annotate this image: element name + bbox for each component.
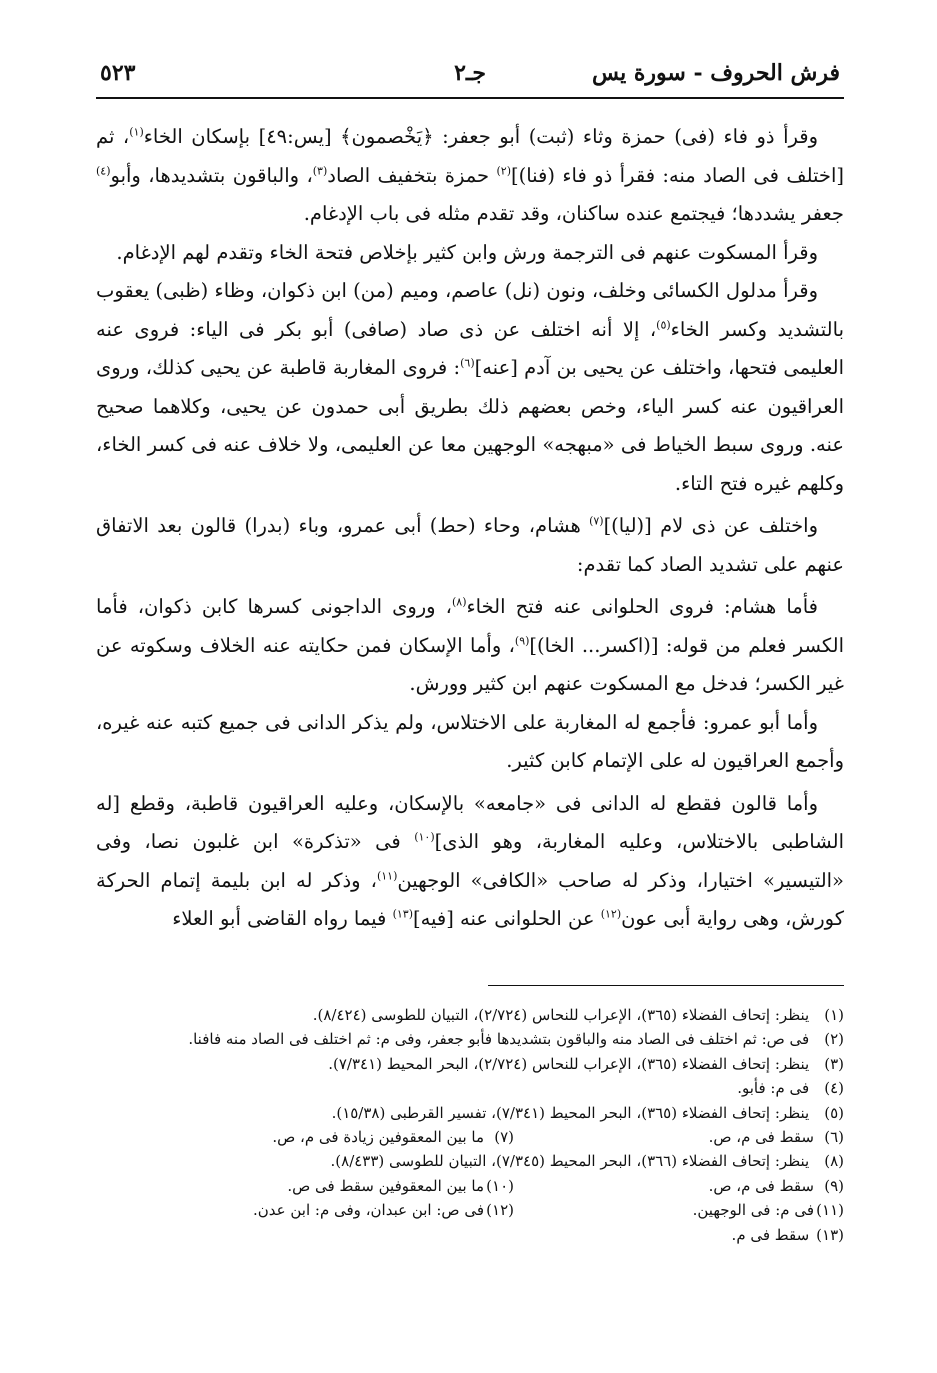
paragraph xyxy=(96,588,844,704)
footnote-text: ما بين المعقوفين سقط فى ص. xyxy=(287,1176,484,1195)
text-run: حمزة بتخفيف الصاد xyxy=(327,163,497,187)
header-volume: جـ٢ xyxy=(454,60,486,86)
footnote xyxy=(514,1174,844,1198)
footnote xyxy=(100,1149,844,1173)
footnote-number: (٧) xyxy=(494,1128,514,1147)
footnote-marker[interactable]: (١١) xyxy=(376,869,398,882)
footnote-marker[interactable]: (١٣) xyxy=(392,907,413,921)
footnote-text: ينظر: إتحاف الفضلاء (٣٦٥)، البحر المحيط (٧/٣٤١)، تفسير القرطبى (١٥/٣٨). xyxy=(331,1103,810,1122)
footnote xyxy=(514,1125,844,1149)
text-run: وقرأ المسكوت عنهم فى الترجمة ورش وابن كثير بإخلاص فتحة الخاء وتقدم لهم الإدغام. xyxy=(116,240,818,264)
footnote-number: (١) xyxy=(824,1006,844,1024)
footnote-text: سقط فى م. xyxy=(731,1225,810,1244)
text-run: وقرأ ذو فاء (فى) حمزة وثاء (ثبت) أبو جعفر: ﴿يَخْصمون﴾ [يس:٤٩] بإسكان الخاء xyxy=(143,125,818,148)
footnote-text: فى ص: ابن عبدان، وفى م: ابن عدن. xyxy=(253,1201,484,1220)
footnote-text: فى ص: ثم اختلف فى الصاد منه والباقون بتشديدها فأبو جعفر، وفى م: ثم اختلف فى الصاد منه فافنا. xyxy=(188,1030,810,1049)
footnote-number: (١١) xyxy=(816,1201,844,1220)
footnote-text: فى م: فأبو. xyxy=(737,1079,810,1098)
footnote-number: (٦) xyxy=(824,1128,844,1147)
footnote-marker[interactable]: (٦) xyxy=(460,356,475,370)
footnote-marker[interactable]: (١٠) xyxy=(414,830,435,844)
paragraph xyxy=(96,272,844,503)
page-number: ٥٢٣ xyxy=(100,60,136,86)
footnote-marker[interactable]: (١) xyxy=(129,125,144,139)
text-run: واختلف عن ذى لام [(ليا)] xyxy=(603,514,819,537)
paragraph xyxy=(96,118,844,234)
footnote xyxy=(100,1223,844,1247)
body-text xyxy=(96,118,844,939)
footnote-text: سقط فى م، ص. xyxy=(708,1176,814,1195)
footnote-separator xyxy=(488,985,844,986)
text-run: ، وأما الإسكان فمن حكايته عنه الخلاف وسكوته عن غير الكسر؛ فدخل مع المسكوت عنهم ابن كثير وورش. xyxy=(96,633,844,695)
footnote-text: ينظر: إتحاف الفضلاء (٣٦٥)، الإعراب للنحاس (٢/٧٢٤)، البحر المحيط (٧/٣٤١). xyxy=(328,1054,810,1073)
footnote-marker[interactable]: (٢) xyxy=(496,164,511,177)
footnote-number: (١٠) xyxy=(486,1176,514,1195)
footnote-marker[interactable]: (٨) xyxy=(451,595,467,609)
footnote xyxy=(287,1174,514,1198)
footnote xyxy=(253,1198,514,1222)
footnote-marker[interactable]: (٩) xyxy=(514,634,530,647)
text-run: هشام، وحاء (حط) أبى عمرو، وباء (بدرا) قالون بعد الاتفاق عنهم على تشديد الصاد كما تقدم: xyxy=(96,514,844,576)
footnote-marker[interactable]: (٧) xyxy=(589,514,604,528)
footnote xyxy=(272,1125,514,1149)
text-run: عن الحلوانى عنه [فيه] xyxy=(412,907,601,930)
footnote-text: سقط فى م، ص. xyxy=(708,1128,814,1147)
paragraph xyxy=(96,507,844,584)
footnote-text: ما بين المعقوفين زيادة فى م، ص. xyxy=(272,1128,484,1147)
text-run: جعفر يشددها؛ فيجتمع عنده ساكنان، وقد تقدم مثله فى باب الإدغام. xyxy=(303,202,844,225)
footnote-text: ينظر: إتحاف الفضلاء (٣٦٥)، الإعراب للنحاس (٢/٧٢٤)، التبيان للطوسى (٨/٤٢٤). xyxy=(312,1006,810,1024)
footnote-pair xyxy=(100,1174,844,1198)
text-run: : فروى المغاربة قاطبة عن يحيى كذلك، وروى العراقيون عنه كسر الياء، وخص بعضهم ذلك بطريق أبى حمدون عن يحيى، وكلاهما صحيح عنه. وروى سبط الخياط فى «مبهجه» الوجهين معا عن العليمى، ولا خلاف عنه فى كسر الخاء، وكلهم غيره فتح التاء. xyxy=(96,356,844,495)
footnote-text: ينظر: إتحاف الفضلاء (٣٦٦)، البحر المحيط (٧/٣٤٥)، التبيان للطوسى (٨/٤٣٣). xyxy=(330,1152,810,1171)
text-run: وأما أبو عمرو: فأجمع له المغاربة على الاختلاس، ولم يذكر الدانى فى جميع كتبه عنه غيره، وأجمع العراقيون له على الإتمام كابن كثير. xyxy=(96,710,844,772)
footnote-pair xyxy=(100,1125,844,1149)
header-title: فرش الحروف - سورة يس xyxy=(592,60,840,86)
footnote-number: (١٢) xyxy=(486,1201,514,1220)
text-run: فأما هشام: فروى الحلوانى عنه فتح الخاء xyxy=(466,595,819,618)
footnote-marker[interactable]: (٣) xyxy=(312,164,328,177)
footnote-number: (٣) xyxy=(824,1054,844,1073)
footnote-pair xyxy=(100,1198,844,1222)
footnote-number: (٨) xyxy=(824,1152,844,1171)
footnote-number: (٩) xyxy=(824,1176,844,1195)
text-run: فى «تذكرة» ابن غلبون نصا، وفى «التيسير» اختيارا، وذكر له صاحب «الكافى» الوجهين xyxy=(96,830,844,892)
footnote-number: (٤) xyxy=(824,1079,844,1098)
running-header xyxy=(100,52,840,96)
footnote-marker[interactable]: (١٢) xyxy=(600,907,622,921)
header-rule xyxy=(96,97,844,99)
footnote xyxy=(100,1052,844,1076)
footnote-text: فى م: فى الوجهين. xyxy=(692,1201,814,1220)
text-run: ، ثم [اختلف فى الصاد منه: فقرأ ذو فاء (فنا)] xyxy=(96,125,844,187)
text-run: ، وذكر له ابن بليمة إتمام الحركة كورش، وهى رواية أبى عون xyxy=(96,868,844,930)
text-run: ، وروى الداجونى كسرها كابن ذكوان، فأما الكسر فعلم من قوله: [(اكسر... الخا)] xyxy=(96,595,844,657)
paragraph xyxy=(96,234,844,273)
footnote-marker[interactable]: (٥) xyxy=(656,318,671,331)
text-run: وأما قالون فقطع له الدانى فى «جامعه» بالإسكان، وعليه العراقيون قاطبة، وقطع [له الشاطبى بالاختلاس، وعليه المغاربة، وهو الذى] xyxy=(96,791,845,853)
footnote-number: (١٣) xyxy=(816,1225,844,1244)
paragraph xyxy=(96,785,844,939)
footnote-marker[interactable]: (٤) xyxy=(96,164,111,177)
footnote xyxy=(100,1101,844,1125)
footnote xyxy=(100,1076,844,1100)
footnote-number: (٢) xyxy=(824,1030,844,1049)
footnote xyxy=(100,1027,844,1051)
text-run: فيما رواه القاضى أبو العلاء xyxy=(172,907,393,930)
footnote-number: (٥) xyxy=(824,1103,844,1122)
text-run: ، والباقون بتشديدها، وأبو xyxy=(110,163,313,187)
footnote xyxy=(514,1198,844,1222)
footnotes xyxy=(100,1003,844,1247)
paragraph xyxy=(96,704,844,781)
text-run: وقرأ مدلول الكسائى وخلف، ونون (نل) عاصم، وميم (من) ابن ذكوان، وظاء (ظبى) يعقوب بالتشديد وكسر الخاء xyxy=(96,279,844,341)
text-run: ، إلا أنه اختلف عن ذى صاد (صافى) أبو بكر فى الياء: فروى عنه العليمى فتحها، واختلف عن يحيى بن آدم [عنه] xyxy=(96,317,844,379)
footnote xyxy=(100,1003,844,1027)
